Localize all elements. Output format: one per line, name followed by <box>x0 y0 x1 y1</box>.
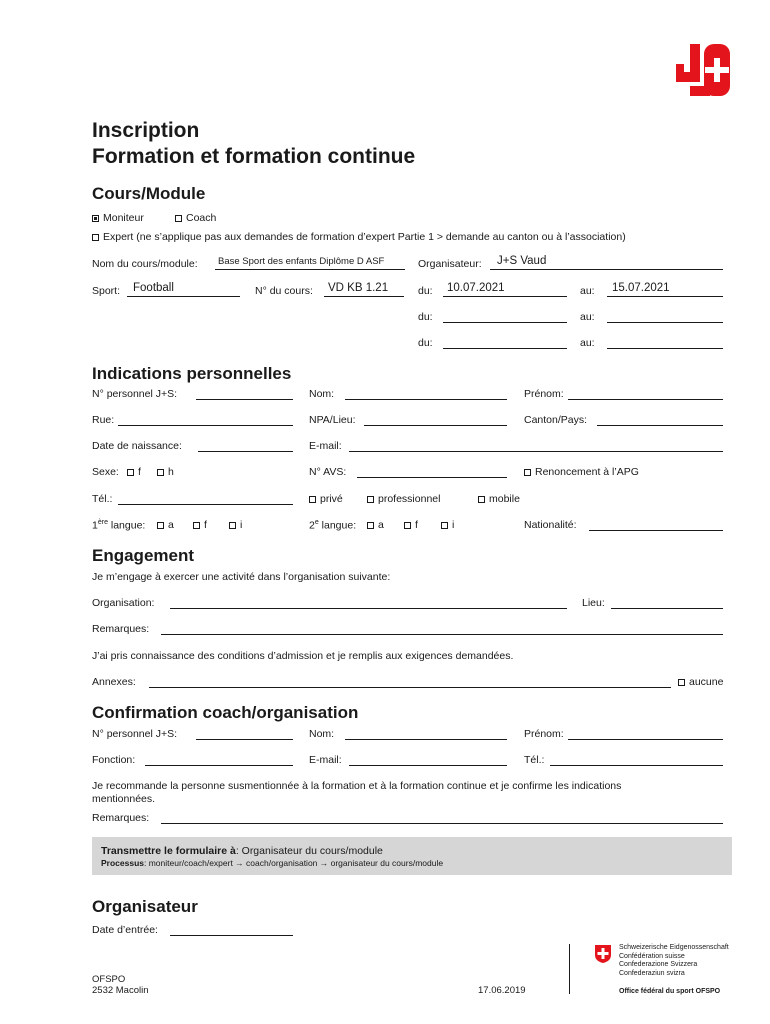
checkbox-checked[interactable] <box>92 215 99 222</box>
annexes-line[interactable] <box>149 687 671 688</box>
section-cours-heading: Cours/Module <box>92 184 206 203</box>
mobile-option[interactable]: mobile <box>478 493 520 505</box>
engagement-intro: Je m’engage à exercer une activité dans l’organisation suivante: <box>92 571 391 583</box>
langue2-label: 2e langue: <box>309 519 357 532</box>
conf-remarques-line[interactable] <box>161 823 723 824</box>
au-label: au: <box>580 337 595 349</box>
tel-line[interactable] <box>118 504 293 505</box>
moniteur-option[interactable]: Moniteur <box>92 212 144 224</box>
conf-nom-line[interactable] <box>345 739 507 740</box>
conf-email-label: E-mail: <box>309 754 342 766</box>
sport-line[interactable] <box>127 296 240 297</box>
conf-nom-label: Nom: <box>309 728 335 740</box>
checkbox[interactable] <box>478 496 485 503</box>
npa-line[interactable] <box>364 425 507 426</box>
lieu-line[interactable] <box>611 608 723 609</box>
nom-cours-value[interactable]: Base Sport des enfants Diplôme D ASF <box>218 256 385 267</box>
langue1-label: 1ère langue: <box>92 519 146 532</box>
office-name: Office fédéral du sport OFSPO <box>619 988 721 995</box>
sexe-h-option[interactable]: h <box>157 466 174 478</box>
sport-value[interactable]: Football <box>133 282 174 294</box>
conf-remarques-label: Remarques: <box>92 812 150 824</box>
aucune-option[interactable]: aucune <box>678 676 723 688</box>
du-line[interactable] <box>443 348 567 349</box>
page-subtitle: Formation et formation continue <box>92 145 416 168</box>
du-line[interactable] <box>443 322 567 323</box>
du-value[interactable]: 10.07.2021 <box>447 282 505 294</box>
langue2-i-option[interactable]: i <box>441 519 454 531</box>
recommande-text-cont: mentionnées. <box>92 793 156 805</box>
langue1-a-option[interactable]: a <box>157 519 174 531</box>
renoncement-option[interactable]: Renoncement à l’APG <box>524 466 639 478</box>
confederation-line: Schweizerische Eidgenossenschaft <box>619 944 729 951</box>
au-line[interactable] <box>607 348 723 349</box>
fonction-line[interactable] <box>145 765 293 766</box>
nom-cours-line[interactable] <box>215 269 405 270</box>
recommande-text: Je recommande la personne susmentionnée à la formation et à la formation continue et je confirme les indications <box>92 780 622 792</box>
rue-line[interactable] <box>118 425 293 426</box>
section-confirmation-heading: Confirmation coach/organisation <box>92 703 359 722</box>
du-label: du: <box>418 285 433 297</box>
au-label: au: <box>580 285 595 297</box>
checkbox[interactable] <box>229 522 236 529</box>
conf-prenom-label: Prénom: <box>524 728 564 740</box>
checkbox[interactable] <box>441 522 448 529</box>
date-entree-label: Date d’entrée: <box>92 924 158 936</box>
npers-label: N° personnel J+S: <box>92 388 178 400</box>
naissance-label: Date de naissance: <box>92 440 182 452</box>
canton-label: Canton/Pays: <box>524 414 588 426</box>
sexe-f-option[interactable]: f <box>127 466 141 478</box>
checkbox[interactable] <box>157 522 164 529</box>
footer-ofspo: OFSPO <box>92 974 126 985</box>
nom-cours-label: Nom du cours/module: <box>92 258 198 270</box>
processus-text: Processus: moniteur/coach/expert → coach/organisation → organisateur du cours/module <box>101 858 444 868</box>
email-label: E-mail: <box>309 440 342 452</box>
checkbox[interactable] <box>524 469 531 476</box>
organisateur-label: Organisateur: <box>418 258 482 270</box>
npers-line[interactable] <box>196 399 293 400</box>
rue-label: Rue: <box>92 414 115 426</box>
email-line[interactable] <box>349 451 723 452</box>
professionnel-option[interactable]: professionnel <box>367 493 440 505</box>
transmettre-text: Transmettre le formulaire à: Organisateur du cours/module <box>101 845 383 857</box>
prenom-line[interactable] <box>568 399 723 400</box>
swiss-shield-icon <box>594 944 612 964</box>
nationalite-line[interactable] <box>589 530 723 531</box>
page-title: Inscription <box>92 119 200 142</box>
checkbox[interactable] <box>92 234 99 241</box>
prive-option[interactable]: privé <box>309 493 343 505</box>
checkbox[interactable] <box>367 522 374 529</box>
npa-label: NPA/Lieu: <box>309 414 356 426</box>
conf-npers-line[interactable] <box>196 739 293 740</box>
fonction-label: Fonction: <box>92 754 136 766</box>
checkbox[interactable] <box>175 215 182 222</box>
organisateur-line[interactable] <box>490 269 723 270</box>
confederation-line: Confédération suisse <box>619 952 685 960</box>
remarques-line[interactable] <box>161 634 723 635</box>
nom-line[interactable] <box>345 399 507 400</box>
num-cours-value[interactable]: VD KB 1.21 <box>328 282 389 294</box>
langue1-f-option[interactable]: f <box>193 519 207 531</box>
conf-tel-line[interactable] <box>550 765 723 766</box>
coach-option[interactable]: Coach <box>175 212 216 224</box>
date-entree-line[interactable] <box>170 935 293 936</box>
du-label: du: <box>418 311 433 323</box>
organisateur-value[interactable]: J+S Vaud <box>497 255 547 267</box>
sport-label: Sport: <box>92 285 121 297</box>
du-label: du: <box>418 337 433 349</box>
num-cours-label: N° du cours: <box>255 285 313 297</box>
organisation-line[interactable] <box>170 608 567 609</box>
checkbox[interactable] <box>193 522 200 529</box>
prenom-label: Prénom: <box>524 388 564 400</box>
section-perso-heading: Indications personnelles <box>92 364 292 383</box>
footer-divider <box>569 944 570 994</box>
langue2-a-option[interactable]: a <box>367 519 384 531</box>
checkbox[interactable] <box>157 469 164 476</box>
conditions-text: J’ai pris connaissance des conditions d’admission et je remplis aux exigences demandées. <box>92 650 514 662</box>
js-logo <box>676 44 734 96</box>
langue1-i-option[interactable]: i <box>229 519 242 531</box>
conf-tel-label: Tél.: <box>524 754 545 766</box>
nom-label: Nom: <box>309 388 335 400</box>
au-line[interactable] <box>607 322 723 323</box>
canton-line[interactable] <box>597 425 723 426</box>
confederation-block <box>619 944 729 978</box>
confederation-line: Confederaziun svizra <box>619 969 685 977</box>
nationalite-label: Nationalité: <box>524 519 577 531</box>
expert-option[interactable]: Expert (ne s’applique pas aux demandes de formation d’expert Partie 1 > demande au canton ou à l’association) <box>92 231 626 243</box>
conf-npers-label: N° personnel J+S: <box>92 728 178 740</box>
organisation-label: Organisation: <box>92 597 155 609</box>
du-line[interactable] <box>443 296 567 297</box>
naissance-line[interactable] <box>198 451 293 452</box>
checkbox[interactable] <box>127 469 134 476</box>
checkbox[interactable] <box>678 679 685 686</box>
num-cours-line[interactable] <box>324 296 404 297</box>
avs-line[interactable] <box>357 477 507 478</box>
footer-address: 2532 Macolin <box>92 985 149 996</box>
confederation-line: Confederazione Svizzera <box>619 961 698 968</box>
annexes-label: Annexes: <box>92 676 136 688</box>
conf-prenom-line[interactable] <box>568 739 723 740</box>
checkbox[interactable] <box>309 496 316 503</box>
sexe-label: Sexe: <box>92 466 119 478</box>
langue2-f-option[interactable]: f <box>404 519 418 531</box>
remarques-label: Remarques: <box>92 623 150 635</box>
avs-label: N° AVS: <box>309 466 347 478</box>
conf-email-line[interactable] <box>349 765 507 766</box>
checkbox[interactable] <box>367 496 374 503</box>
section-engagement-heading: Engagement <box>92 546 195 565</box>
au-label: au: <box>580 311 595 323</box>
checkbox[interactable] <box>404 522 411 529</box>
section-organisateur-heading: Organisateur <box>92 897 198 916</box>
au-line[interactable] <box>607 296 723 297</box>
footer-date: 17.06.2019 <box>478 985 526 996</box>
au-value[interactable]: 15.07.2021 <box>612 282 670 294</box>
lieu-label: Lieu: <box>582 597 605 609</box>
tel-label: Tél.: <box>92 493 113 505</box>
